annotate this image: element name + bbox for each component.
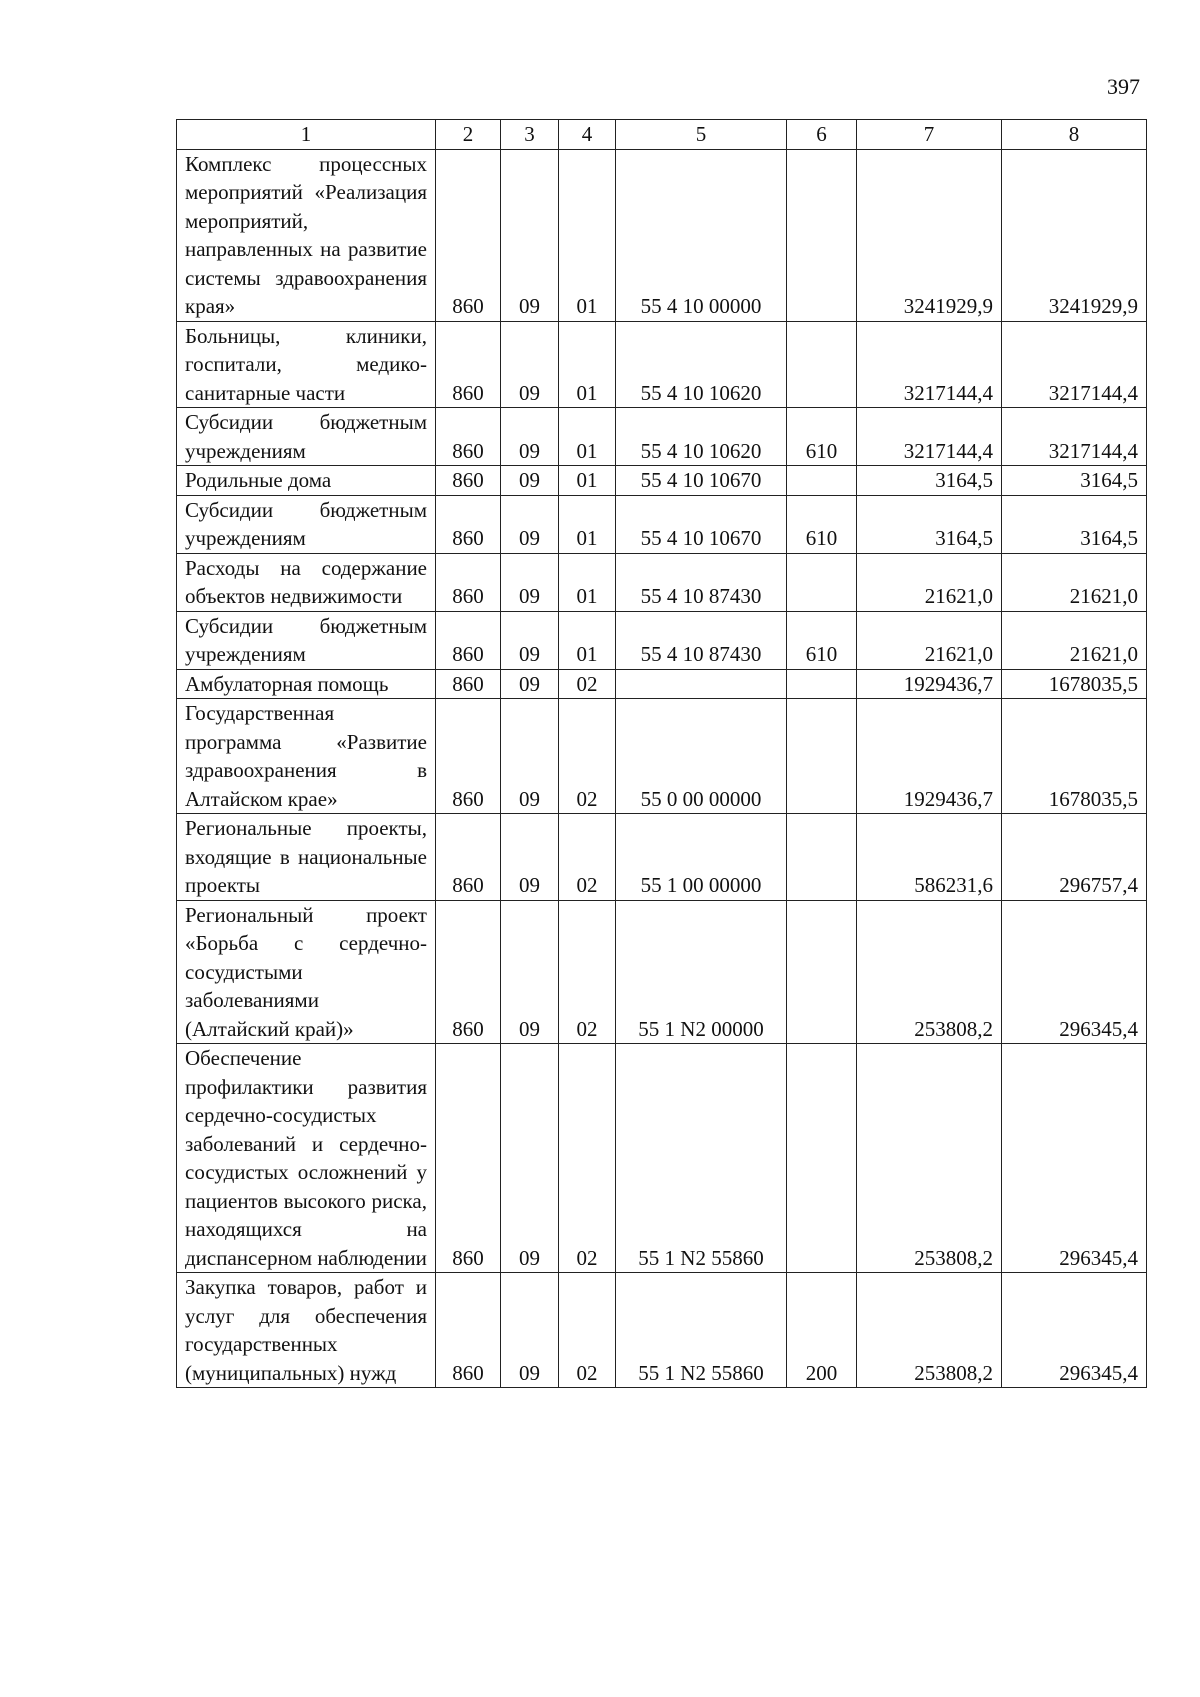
row-cell-c8: 3217144,4 xyxy=(1002,321,1147,408)
row-cell-c7: 1929436,7 xyxy=(857,699,1002,814)
row-name-cell: Региональные проекты, входящие в национальные проекты xyxy=(177,814,436,901)
row-cell-c5 xyxy=(616,669,787,699)
row-cell-c3: 09 xyxy=(501,669,559,699)
table-row xyxy=(177,1044,1147,1273)
row-name-cell: Больницы, клиники, госпитали, медико-санитарные части xyxy=(177,321,436,408)
row-cell-c4: 02 xyxy=(559,669,616,699)
header-col-4: 4 xyxy=(559,120,616,150)
table-row xyxy=(177,1273,1147,1388)
row-name-cell: Закупка товаров, работ и услуг для обеспечения государственных (муниципальных) нужд xyxy=(177,1273,436,1388)
row-cell-c8: 21621,0 xyxy=(1002,553,1147,611)
header-col-3: 3 xyxy=(501,120,559,150)
row-cell-c7: 253808,2 xyxy=(857,1273,1002,1388)
row-cell-c7: 3217144,4 xyxy=(857,321,1002,408)
row-cell-c5: 55 0 00 00000 xyxy=(616,699,787,814)
row-name-cell: Субсидии бюджетным учреждениям xyxy=(177,495,436,553)
header-col-7: 7 xyxy=(857,120,1002,150)
row-cell-c2: 860 xyxy=(436,466,501,496)
row-cell-c6: 200 xyxy=(787,1273,857,1388)
row-cell-c6 xyxy=(787,1044,857,1273)
row-cell-c7: 1929436,7 xyxy=(857,669,1002,699)
row-cell-c7: 3164,5 xyxy=(857,466,1002,496)
row-cell-c5: 55 4 10 87430 xyxy=(616,553,787,611)
row-name-cell: Государственная программа «Развитие здравоохранения в Алтайском крае» xyxy=(177,699,436,814)
row-cell-c7: 21621,0 xyxy=(857,553,1002,611)
row-cell-c8: 3241929,9 xyxy=(1002,149,1147,321)
row-cell-c3: 09 xyxy=(501,699,559,814)
row-cell-c7: 253808,2 xyxy=(857,1044,1002,1273)
row-cell-c2: 860 xyxy=(436,611,501,669)
row-cell-c5: 55 4 10 10670 xyxy=(616,466,787,496)
table-row xyxy=(177,408,1147,466)
row-name-cell: Субсидии бюджетным учреждениям xyxy=(177,408,436,466)
table-row xyxy=(177,669,1147,699)
table-row xyxy=(177,814,1147,901)
header-col-8: 8 xyxy=(1002,120,1147,150)
header-col-1: 1 xyxy=(177,120,436,150)
row-cell-c3: 09 xyxy=(501,466,559,496)
row-cell-c4: 01 xyxy=(559,553,616,611)
row-cell-c8: 296345,4 xyxy=(1002,1044,1147,1273)
row-cell-c5: 55 1 N2 55860 xyxy=(616,1273,787,1388)
header-col-5: 5 xyxy=(616,120,787,150)
row-cell-c5: 55 4 10 10620 xyxy=(616,408,787,466)
row-name-cell: Обеспечение профилактики развития сердечно-сосудистых заболеваний и сердечно-сосудистых осложнений у пациентов высокого риска, находящихся на диспансерном наблюдении xyxy=(177,1044,436,1273)
table-row xyxy=(177,900,1147,1044)
row-cell-c3: 09 xyxy=(501,408,559,466)
budget-table xyxy=(176,119,1147,1388)
row-name-cell: Расходы на содержание объектов недвижимости xyxy=(177,553,436,611)
row-cell-c4: 01 xyxy=(559,611,616,669)
row-cell-c4: 02 xyxy=(559,699,616,814)
row-cell-c6: 610 xyxy=(787,611,857,669)
row-cell-c3: 09 xyxy=(501,495,559,553)
row-cell-c7: 21621,0 xyxy=(857,611,1002,669)
row-cell-c4: 02 xyxy=(559,1044,616,1273)
row-cell-c4: 01 xyxy=(559,321,616,408)
row-cell-c3: 09 xyxy=(501,814,559,901)
row-cell-c4: 01 xyxy=(559,466,616,496)
table-body xyxy=(177,149,1147,1388)
header-col-6: 6 xyxy=(787,120,857,150)
row-cell-c7: 253808,2 xyxy=(857,900,1002,1044)
row-cell-c8: 21621,0 xyxy=(1002,611,1147,669)
row-cell-c3: 09 xyxy=(501,1273,559,1388)
row-cell-c6: 610 xyxy=(787,495,857,553)
row-cell-c3: 09 xyxy=(501,149,559,321)
row-cell-c6: 610 xyxy=(787,408,857,466)
row-cell-c7: 586231,6 xyxy=(857,814,1002,901)
row-cell-c6 xyxy=(787,321,857,408)
table-row xyxy=(177,466,1147,496)
row-cell-c2: 860 xyxy=(436,321,501,408)
row-cell-c2: 860 xyxy=(436,495,501,553)
row-cell-c6 xyxy=(787,466,857,496)
row-cell-c5: 55 1 N2 00000 xyxy=(616,900,787,1044)
row-cell-c3: 09 xyxy=(501,1044,559,1273)
table-row xyxy=(177,553,1147,611)
row-cell-c2: 860 xyxy=(436,1044,501,1273)
row-cell-c8: 1678035,5 xyxy=(1002,669,1147,699)
row-cell-c6 xyxy=(787,900,857,1044)
row-name-cell: Субсидии бюджетным учреждениям xyxy=(177,611,436,669)
row-cell-c7: 3217144,4 xyxy=(857,408,1002,466)
row-cell-c6 xyxy=(787,553,857,611)
table-row xyxy=(177,611,1147,669)
row-cell-c4: 02 xyxy=(559,1273,616,1388)
table-header-row xyxy=(177,120,1147,150)
row-cell-c2: 860 xyxy=(436,1273,501,1388)
row-cell-c2: 860 xyxy=(436,553,501,611)
row-cell-c6 xyxy=(787,814,857,901)
row-cell-c4: 01 xyxy=(559,149,616,321)
row-cell-c8: 3164,5 xyxy=(1002,466,1147,496)
row-cell-c5: 55 4 10 10670 xyxy=(616,495,787,553)
row-cell-c3: 09 xyxy=(501,611,559,669)
row-cell-c2: 860 xyxy=(436,408,501,466)
row-cell-c7: 3241929,9 xyxy=(857,149,1002,321)
row-cell-c3: 09 xyxy=(501,900,559,1044)
row-cell-c8: 1678035,5 xyxy=(1002,699,1147,814)
row-cell-c5: 55 4 10 87430 xyxy=(616,611,787,669)
row-cell-c3: 09 xyxy=(501,553,559,611)
row-cell-c6 xyxy=(787,669,857,699)
row-cell-c3: 09 xyxy=(501,321,559,408)
row-cell-c2: 860 xyxy=(436,814,501,901)
row-cell-c5: 55 4 10 00000 xyxy=(616,149,787,321)
row-cell-c8: 3217144,4 xyxy=(1002,408,1147,466)
row-cell-c8: 296345,4 xyxy=(1002,1273,1147,1388)
row-name-cell: Родильные дома xyxy=(177,466,436,496)
row-cell-c4: 01 xyxy=(559,408,616,466)
table-row xyxy=(177,495,1147,553)
table-row xyxy=(177,149,1147,321)
header-col-2: 2 xyxy=(436,120,501,150)
row-cell-c2: 860 xyxy=(436,900,501,1044)
row-cell-c5: 55 4 10 10620 xyxy=(616,321,787,408)
row-cell-c2: 860 xyxy=(436,669,501,699)
row-cell-c2: 860 xyxy=(436,699,501,814)
row-cell-c4: 01 xyxy=(559,495,616,553)
row-cell-c8: 296345,4 xyxy=(1002,900,1147,1044)
row-name-cell: Региональный проект «Борьба с сердечно-сосудистыми заболеваниями (Алтайский край)» xyxy=(177,900,436,1044)
table-row xyxy=(177,321,1147,408)
row-cell-c4: 02 xyxy=(559,814,616,901)
row-cell-c6 xyxy=(787,699,857,814)
row-cell-c2: 860 xyxy=(436,149,501,321)
page-number: 397 xyxy=(1107,74,1140,99)
row-cell-c8: 296757,4 xyxy=(1002,814,1147,901)
table-row xyxy=(177,699,1147,814)
row-cell-c5: 55 1 00 00000 xyxy=(616,814,787,901)
row-cell-c6 xyxy=(787,149,857,321)
row-cell-c7: 3164,5 xyxy=(857,495,1002,553)
row-cell-c8: 3164,5 xyxy=(1002,495,1147,553)
row-name-cell: Комплекс процессных мероприятий «Реализация мероприятий, направленных на развитие системы здравоохранения края» xyxy=(177,149,436,321)
row-name-cell: Амбулаторная помощь xyxy=(177,669,436,699)
row-cell-c4: 02 xyxy=(559,900,616,1044)
row-cell-c5: 55 1 N2 55860 xyxy=(616,1044,787,1273)
